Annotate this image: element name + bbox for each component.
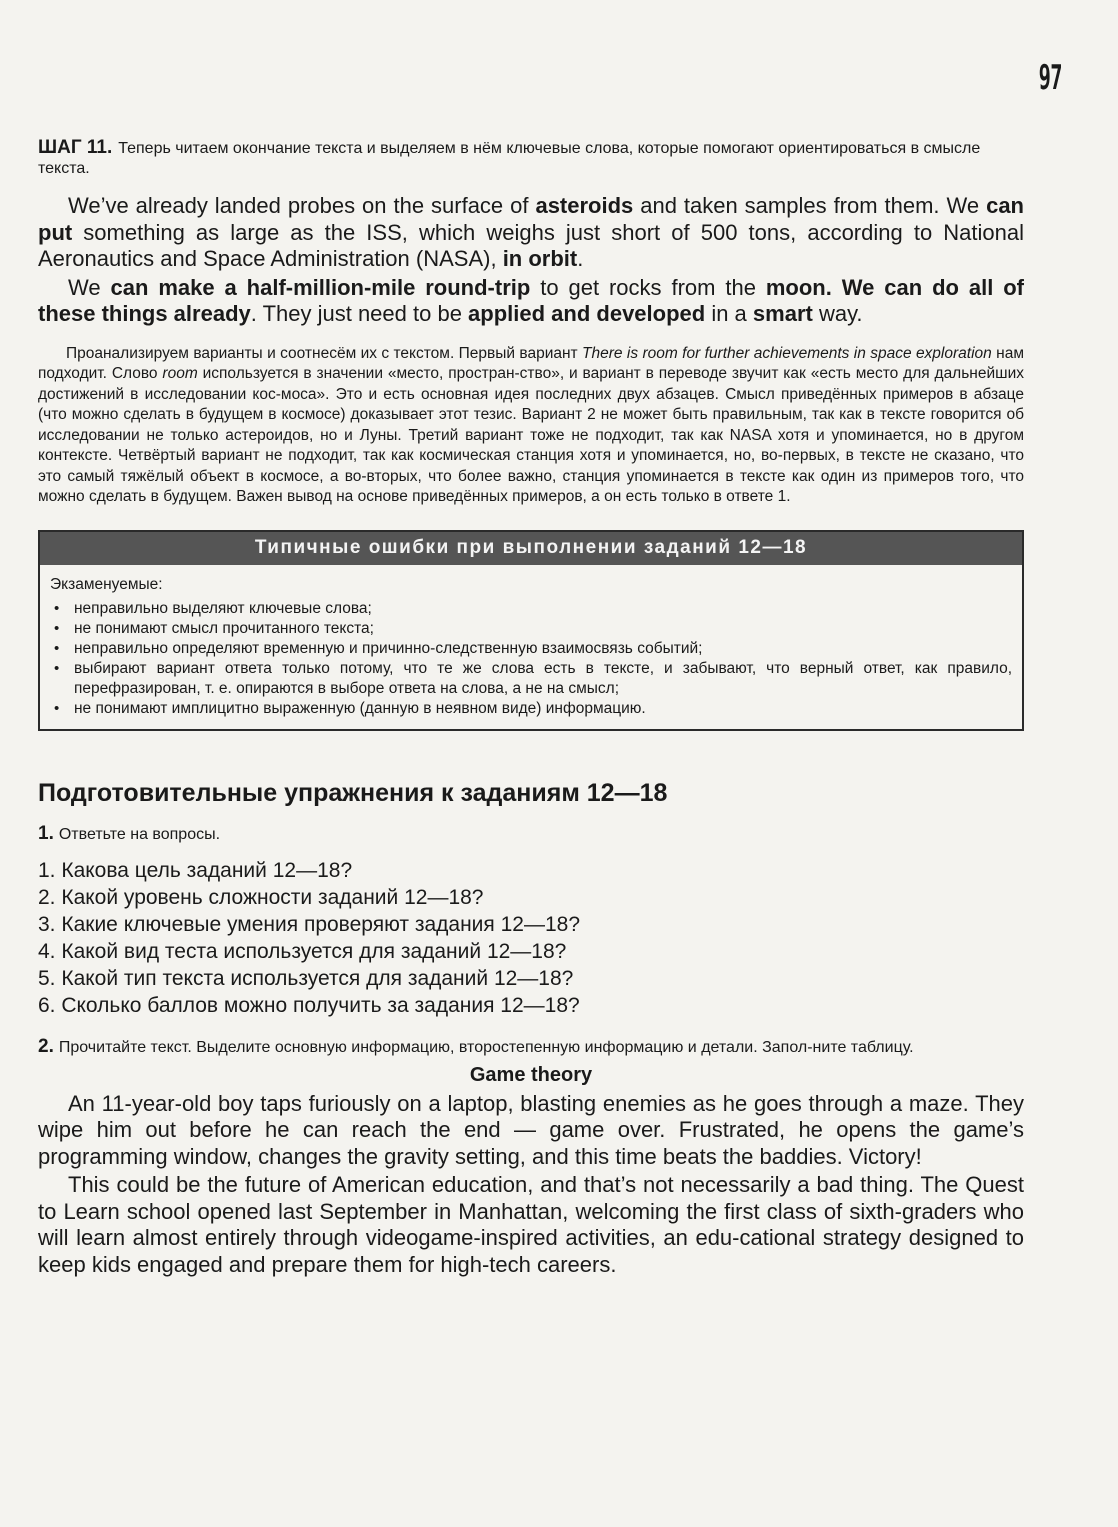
english-passage xyxy=(38,193,1024,328)
text-run: and taken samples from them. We xyxy=(633,193,987,218)
article-paragraph: This could be the future of American education, and that’s not necessarily a bad thing. The Quest to Learn school opened last September in Manhattan, welcoming the first class of sixth-graders who will learn almost entirely through videogame-inspired activities, an edu-cational strategy designed to keep kids engaged and prepare them for high-tech careers. xyxy=(38,1172,1024,1277)
step-label: ШАГ 11. xyxy=(38,137,113,158)
analysis-paragraph xyxy=(38,344,1024,508)
errors-intro: Экзаменуемые: xyxy=(50,575,163,593)
bold-run: can make a half-million-mile round-trip xyxy=(110,274,531,300)
exercise-1-instruction xyxy=(38,824,1024,845)
exercise-1-number: 1. xyxy=(38,822,54,844)
question-item: 1. Какова цель заданий 12—18? xyxy=(38,858,353,882)
error-item-text: выбирают вариант ответа только потому, что те же слова есть в тексте, и забывают, что верный ответ, как правило, перефразирован, т. е. опираются в выборе ответа на слова, а не на смысл; xyxy=(74,659,1012,697)
bold-run: smart xyxy=(752,301,813,326)
error-item xyxy=(50,599,1012,619)
error-item-text: неправильно выделяют ключевые слова; xyxy=(74,599,372,617)
section-heading: Подготовительные упражнения к заданиям 12—18 xyxy=(38,778,668,807)
article-paragraph: An 11-year-old boy taps furiously on a laptop, blasting enemies as he goes through a maze. They wipe him out before he can reach the end — game over. Frustrated, he opens the game’s programming window, changes the gravity setting, and this time beats the baddies. Victory! xyxy=(38,1090,1024,1169)
typical-errors-body xyxy=(40,565,1022,729)
question-item: 2. Какой уровень сложности заданий 12—18? xyxy=(38,885,484,909)
italic-run: room xyxy=(162,365,198,382)
passage-paragraph xyxy=(38,193,1024,273)
typical-errors-box xyxy=(38,530,1024,731)
page-number: 97 xyxy=(1038,58,1062,98)
bold-run: applied and developed xyxy=(468,301,706,326)
error-item xyxy=(50,639,1012,659)
step-text: Теперь читаем окончание текста и выделяем в нём ключевые слова, которые помогают ориентироваться в смысле текста. xyxy=(38,140,981,177)
typical-errors-title: Типичные ошибки при выполнении заданий 12—18 xyxy=(40,532,1022,565)
question-item: 4. Какой вид теста используется для заданий 12—18? xyxy=(38,939,567,963)
italic-run: There is room for further achievements in space exploration xyxy=(582,344,992,362)
text-run: . xyxy=(577,246,584,271)
bullet-icon: • xyxy=(54,639,60,657)
bold-run: moon. We can do all of these things already xyxy=(38,274,1025,326)
page-content xyxy=(38,138,1024,1278)
bullet-icon: • xyxy=(54,699,60,717)
exercise-2-text: Прочитайте текст. Выделите основную информацию, второстепенную информацию и детали. Запол-ните таблицу. xyxy=(58,1038,914,1056)
bullet-icon: • xyxy=(54,619,60,637)
error-item xyxy=(50,699,1012,719)
bullet-icon: • xyxy=(54,659,60,677)
bullet-icon: • xyxy=(54,599,60,617)
text-run: Проанализируем варианты и соотнесём их с текстом. Первый вариант xyxy=(66,344,583,362)
article-text xyxy=(38,1091,1024,1279)
exercise-2-number: 2. xyxy=(38,1035,54,1057)
text-run: . They just need to be xyxy=(250,301,469,326)
error-item-text: не понимают имплицитно выраженную (данную в неявном виде) информацию. xyxy=(74,699,646,717)
text-run: something as large as the ISS, which weighs just short of 500 tons, according to National Aeronautics and Space Administration (NASA), xyxy=(38,219,1024,271)
text-run: используется в значении «место, простран-ство», и вариант в переводе звучит как «есть место для дальнейших достижений в исследовании кос-моса». Это и есть основная идея последних двух абзацев. Смысл приведённых примеров в абзаце (что можно сделать в будущем в космосе) доказывает этот тезис. Вариант 2 не может быть правильным, так как в тексте говорится об исследовании не только астероидов, но и Луны. Третий вариант тоже не подходит, так как NASA хотя и упоминается, но в другом контексте. Четвёртый вариант не подходит, так как космическая станция хотя и упоминается, но, во-первых, в тексте не сказано, что это самый тяжёлый объект в космосе, а во-вторых, что более важно, станция упоминается в тексте как один из примеров того, что можно сделать в будущем. Важен вывод на основе приведённых примеров, а он есть только в ответе 1. xyxy=(38,365,1024,505)
exercise-1-text: Ответьте на вопросы. xyxy=(58,825,221,843)
text-run: нам подходит. Слово xyxy=(38,344,1024,382)
question-item: 6. Сколько баллов можно получить за задания 12—18? xyxy=(38,993,580,1017)
bold-run: can put xyxy=(38,193,1024,245)
text-run: in a xyxy=(705,301,753,326)
text-run: to get rocks from the xyxy=(530,274,766,300)
passage-paragraph xyxy=(38,275,1024,328)
exercise-2-instruction xyxy=(38,1037,1024,1058)
text-run: We’ve already landed probes on the surface of xyxy=(68,193,536,218)
error-item-text: неправильно определяют временную и причинно-следственную взаимосвязь событий; xyxy=(74,639,703,657)
question-item: 5. Какой тип текста используется для заданий 12—18? xyxy=(38,966,574,990)
questions-list xyxy=(38,857,1024,1019)
step-instruction xyxy=(38,138,1024,179)
error-item xyxy=(50,659,1012,699)
question-item: 3. Какие ключевые умения проверяют задания 12—18? xyxy=(38,912,581,936)
text-run: way. xyxy=(812,301,863,326)
bold-run: in orbit xyxy=(502,246,578,271)
errors-list xyxy=(50,599,1012,719)
text-run: We xyxy=(68,274,111,300)
bold-run: asteroids xyxy=(535,193,634,218)
error-item xyxy=(50,619,1012,639)
error-item-text: не понимают смысл прочитанного текста; xyxy=(74,619,374,637)
article-title: Game theory xyxy=(469,1063,593,1086)
